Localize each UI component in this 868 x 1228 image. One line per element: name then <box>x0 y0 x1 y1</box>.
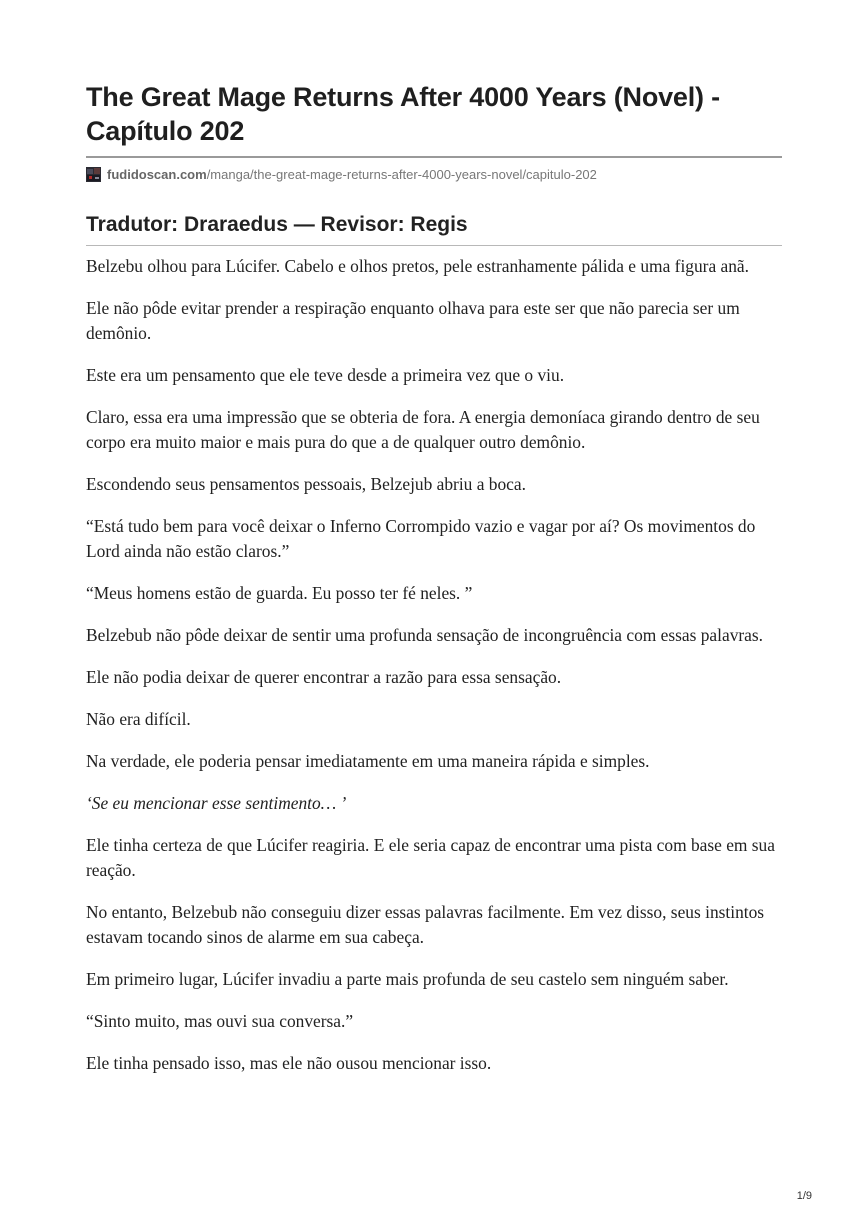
paragraph: No entanto, Belzebub não conseguiu dizer essas palavras facilmente. Em vez disso, seus instintos estavam tocando sinos de alarme em sua cabeça. <box>86 902 765 947</box>
paragraph: Belzebub não pôde deixar de sentir uma profunda sensação de incongruência com essas palavras. <box>86 625 764 645</box>
paragraph: Ele tinha pensado isso, mas ele não ousou mencionar isso. <box>86 1053 492 1073</box>
paragraph: Em primeiro lugar, Lúcifer invadiu a parte mais profunda de seu castelo sem ninguém saber. <box>86 969 729 989</box>
paragraph: “Sinto muito, mas ouvi sua conversa.” <box>86 1011 354 1031</box>
page-title: The Great Mage Returns After 4000 Years (Novel) - Capítulo 202 <box>86 82 720 146</box>
site-favicon-icon <box>86 167 101 182</box>
source-path: /manga/the-great-mage-returns-after-4000-years-novel/capitulo-202 <box>206 166 597 182</box>
paragraph-italic-thought: ‘Se eu mencionar esse sentimento… ’ <box>86 793 347 813</box>
article-body <box>86 254 782 1076</box>
page-number: 1/9 <box>796 1190 812 1202</box>
paragraph: Ele tinha certeza de que Lúcifer reagiria. E ele seria capaz de encontrar uma pista com base em sua reação. <box>86 835 775 880</box>
source-link[interactable] <box>86 165 782 183</box>
paragraph: Claro, essa era uma impressão que se obteria de fora. A energia demoníaca girando dentro de seu corpo era muito maior e mais pura do que a de qualquer outro demônio. <box>86 407 760 452</box>
paragraph: Na verdade, ele poderia pensar imediatamente em uma maneira rápida e simples. <box>86 751 650 771</box>
source-domain: fudidoscan.com <box>107 166 207 182</box>
subtitle-divider <box>86 245 782 246</box>
paragraph: Ele não pôde evitar prender a respiração enquanto olhava para este ser que não parecia ser um demônio. <box>86 298 740 343</box>
title-divider <box>86 156 782 158</box>
paragraph: Este era um pensamento que ele teve desde a primeira vez que o viu. <box>86 365 565 385</box>
document-page <box>86 80 782 1093</box>
paragraph: “Meus homens estão de guarda. Eu posso ter fé neles. ” <box>86 583 473 603</box>
paragraph: Ele não podia deixar de querer encontrar a razão para essa sensação. <box>86 667 562 687</box>
translator-credits: Tradutor: Draraedus — Revisor: Regis <box>86 213 468 236</box>
paragraph: Não era difícil. <box>86 709 191 729</box>
paragraph: Escondendo seus pensamentos pessoais, Belzejub abriu a boca. <box>86 474 526 494</box>
paragraph: Belzebu olhou para Lúcifer. Cabelo e olhos pretos, pele estranhamente pálida e uma figura anã. <box>86 256 750 276</box>
paragraph: “Está tudo bem para você deixar o Inferno Corrompido vazio e vagar por aí? Os movimentos do Lord ainda não estão claros.” <box>86 516 756 561</box>
